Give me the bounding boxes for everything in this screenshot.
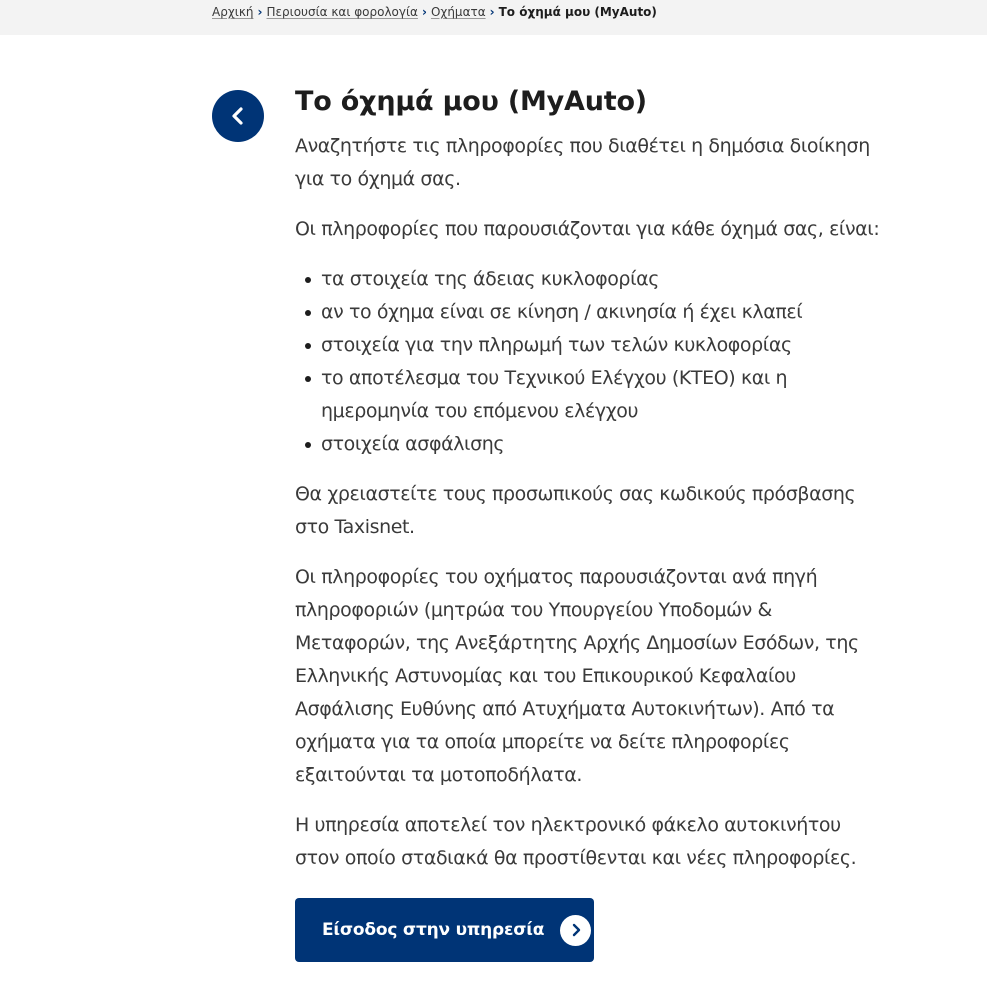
list-intro-text: Οι πληροφορίες που παρουσιάζονται για κάθε όχημά σας, είναι: — [295, 218, 880, 240]
breadcrumb-bar — [0, 0, 987, 35]
page-title: Το όχημά μου (MyAuto) — [295, 86, 647, 117]
main-content — [295, 82, 885, 962]
breadcrumb-home-link[interactable]: Αρχική — [212, 5, 254, 19]
chevron-left-icon — [231, 107, 245, 125]
breadcrumb-vehicles-link[interactable]: Οχήματα — [430, 5, 486, 19]
breadcrumb-current: Το όχημά μου (MyAuto) — [498, 5, 657, 19]
sources-text: Οι πληροφορίες του οχήματος παρουσιάζονται ανά πηγή πληροφοριών (μητρώα του Υπουργείου Υποδομών & Μεταφορών, της Ανεξάρτητης Αρχής Δημοσίων Εσόδων, της Ελληνικής Αστυνομίας και του Επικουρικού Κεφαλαίου Ασφάλισης Ευθύνης από Ατυχήματα Αυτοκινήτων). Από τα οχήματα για τα οποία μπορείτε να δείτε πληροφορίες εξαιτούνται τα μοτοποδήλατα. — [295, 566, 859, 786]
list-item: τα στοιχεία της άδειας κυκλοφορίας — [295, 263, 885, 296]
chevron-right-icon — [560, 915, 591, 946]
enter-service-label: Είσοδος στην υπηρεσία — [322, 920, 545, 940]
folder-note: Η υπηρεσία αποτελεί τον ηλεκτρονικό φάκελο αυτοκινήτου στον οποίο σταδιακά θα προστίθενται και νέες πληροφορίες. — [295, 814, 857, 869]
list-item: αν το όχημα είναι σε κίνηση / ακινησία ή έχει κλαπεί — [295, 296, 885, 329]
breadcrumb-property-tax-link[interactable]: Περιουσία και φορολογία — [266, 5, 418, 19]
back-button[interactable] — [212, 90, 264, 142]
chevron-right-icon: › — [489, 5, 495, 19]
breadcrumb — [212, 4, 657, 20]
chevron-right-icon: › — [421, 5, 427, 19]
credentials-note: Θα χρειαστείτε τους προσωπικούς σας κωδικούς πρόσβασης στο Taxisnet. — [295, 483, 856, 538]
intro-text: Αναζητήστε τις πληροφορίες που διαθέτει η δημόσια διοίκηση για το όχημά σας. — [295, 135, 870, 190]
chevron-right-icon: › — [257, 5, 263, 19]
enter-service-button[interactable] — [295, 898, 594, 962]
list-item: στοιχεία για την πληρωμή των τελών κυκλοφορίας — [295, 329, 885, 362]
list-item: το αποτέλεσμα του Τεχνικού Ελέγχου (ΚΤΕΟ) και η ημερομηνία του επόμενου ελέγχου — [295, 362, 885, 428]
info-list — [295, 263, 885, 461]
list-item: στοιχεία ασφάλισης — [295, 428, 885, 461]
